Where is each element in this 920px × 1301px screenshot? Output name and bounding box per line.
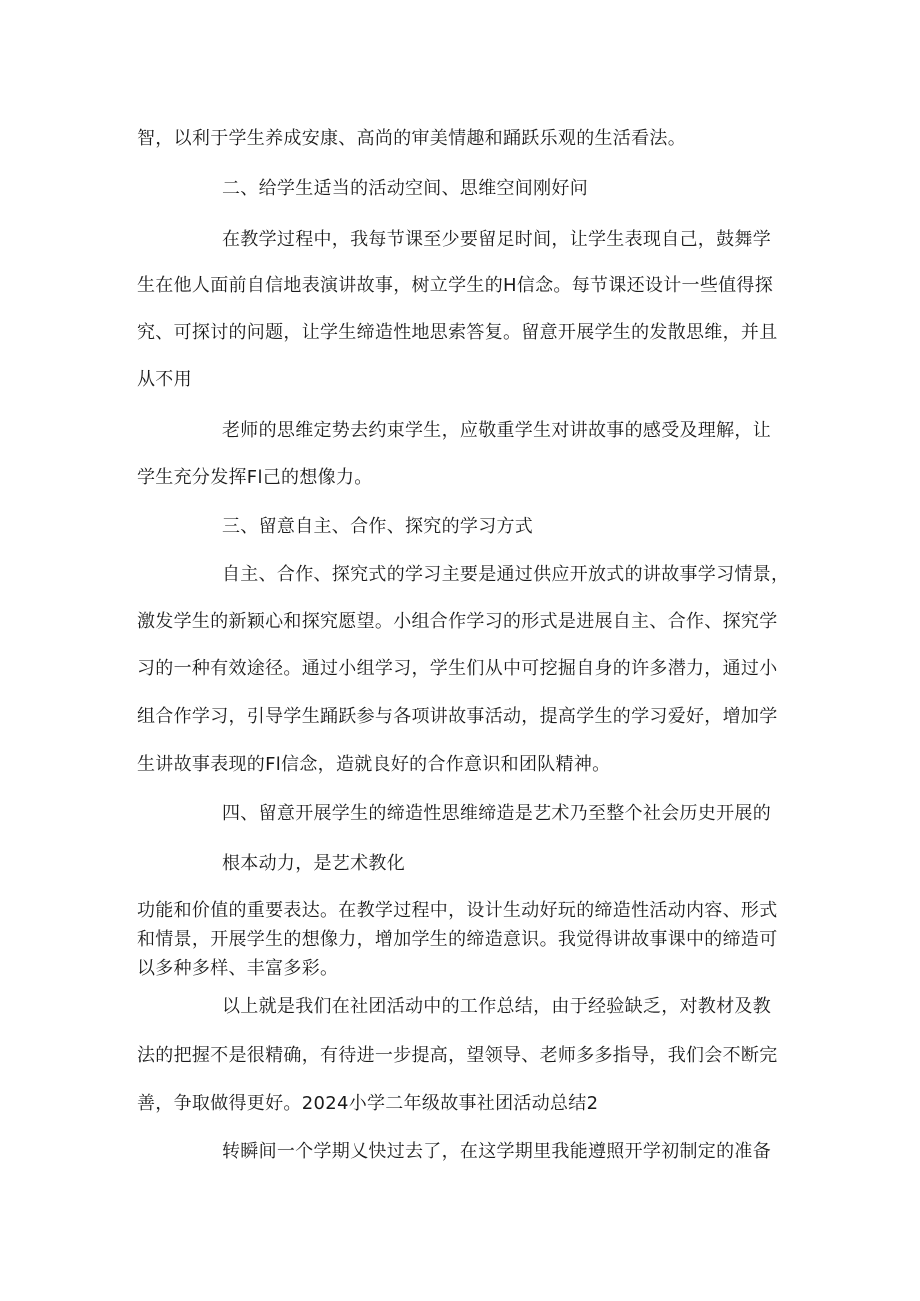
text-line-19: 法的把握不是很精确，有待进一步提高，望领导、老师多多指导，我们会不断完 [137, 1045, 778, 1066]
text-line-5: 究、可探讨的问题，让学生缔造性地思索答复。留意开展学生的发散思维，并且 [137, 322, 778, 343]
text-line-6: 从不用 [137, 369, 192, 390]
text-line-21: 转瞬间一个学期乂快过去了，在这学期里我能遵照开学初制定的准备 [222, 1141, 771, 1162]
text-line-20: 善，争取做得更好。2024小学二年级故事社团活动总结2 [137, 1093, 599, 1114]
text-line-7: 老师的思维定势去约束学生，应敬重学生对讲故事的感受及理解，让 [222, 420, 771, 441]
section-heading-2: 二、给学生适当的活动空间、思维空间刚好问 [222, 178, 588, 199]
section-heading-4: 四、留意开展学生的缔造性思维缔造是艺术乃至整个社会历史开展的 [222, 803, 771, 824]
text-line-11: 激发学生的新颖心和探究愿望。小组合作学习的形式是进展自主、合作、探究学 [137, 611, 778, 632]
text-line-12: 习的一种有效途径。通过小组学习，学生们从中可挖掘自身的许多潜力，通过小 [137, 658, 778, 679]
text-line-10: 自主、合作、探究式的学习主要是通过供应开放式的讲故事学习情景， [222, 564, 790, 585]
text-line-14: 生讲故事表现的Fl信念，造就良好的合作意识和团队精神。 [137, 754, 611, 775]
text-line-18: 以上就是我们在社团活动中的工作总结，由于经验缺乏，对教材及教 [222, 996, 771, 1017]
text-line-8: 学生充分发挥Fl己的想像力。 [137, 467, 373, 488]
text-line-1: 智，以利于学生养成安康、高尚的审美情趣和踊跃乐观的生活看法。 [137, 128, 686, 149]
text-line-13: 组合作学习，引导学生踊跃参与各项讲故事活动，提高学生的学习爱好，增加学 [137, 706, 778, 727]
text-line-16: 根本动力，是艺术教化 [222, 853, 405, 874]
text-line-4: 生在他人面前自信地表演讲故事，树立学生的H信念。每节课还设计一些值得探 [137, 275, 774, 296]
text-paragraph-17: 功能和价值的重要表达。在教学过程中，设计生动好玩的缔造性活动内容、形式和情景，开展学生的想像力，增加学生的缔造意识。我觉得讲故事课中的缔造可以多种多样、丰富多彩。 [137, 900, 778, 979]
text-line-3: 在教学过程中，我每节课至少要留足时间，让学生表现自己，鼓舞学 [222, 229, 771, 250]
section-heading-3: 三、留意自主、合作、探究的学习方式 [222, 516, 534, 537]
